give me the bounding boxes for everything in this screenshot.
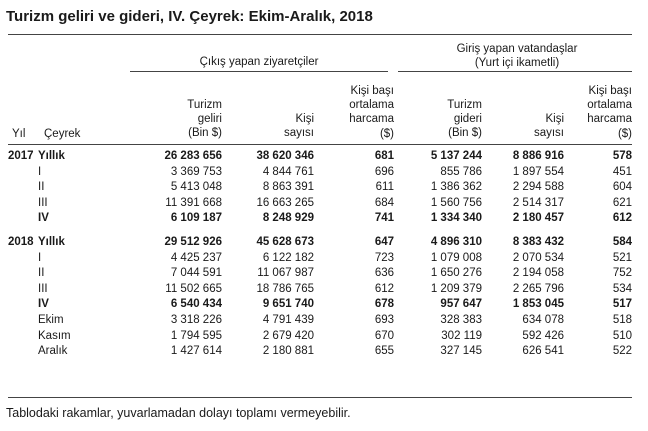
cell-income: 3 369 753 bbox=[170, 165, 222, 178]
header-expense bbox=[447, 98, 482, 141]
row-spacer bbox=[8, 227, 632, 235]
cell-visitors: 45 628 673 bbox=[256, 235, 314, 248]
cell-avg-spend: 741 bbox=[374, 212, 394, 225]
header-avg-spend-in-line: harcama bbox=[587, 113, 632, 126]
header-avg-spend-in bbox=[587, 84, 632, 141]
cell-avg-spend: 647 bbox=[374, 235, 394, 248]
cell-avg-spend-in: 621 bbox=[612, 196, 632, 209]
cell-avg-spend-in: 578 bbox=[612, 150, 632, 162]
cell-avg-spend-in: 517 bbox=[612, 298, 632, 311]
cell-avg-spend-in: 521 bbox=[612, 251, 632, 264]
header-quarter-label: Çeyrek bbox=[44, 128, 81, 140]
cell-expense: 957 647 bbox=[440, 298, 482, 311]
cell-visitors: 8 863 391 bbox=[262, 181, 314, 194]
table-row bbox=[8, 235, 632, 251]
cell-citizens: 2 294 588 bbox=[512, 181, 564, 194]
cell-income: 4 425 237 bbox=[170, 251, 222, 264]
cell-period: III bbox=[38, 196, 48, 209]
cell-visitors: 8 248 929 bbox=[262, 212, 314, 225]
cell-visitors: 38 620 346 bbox=[256, 150, 314, 162]
cell-avg-spend-in: 612 bbox=[612, 212, 632, 225]
header-avg-spend-line: ($) bbox=[379, 127, 394, 140]
cell-visitors: 2 180 881 bbox=[262, 345, 314, 358]
cell-period: Yıllık bbox=[38, 235, 65, 248]
header-income bbox=[187, 98, 222, 141]
header-visitors-line: sayısı bbox=[283, 127, 314, 140]
cell-income: 5 413 048 bbox=[170, 181, 222, 194]
data-table bbox=[8, 149, 632, 360]
cell-avg-spend-in: 604 bbox=[612, 181, 632, 194]
cell-avg-spend-in: 522 bbox=[612, 345, 632, 358]
table-row bbox=[8, 344, 632, 360]
cell-expense: 1 386 362 bbox=[430, 181, 482, 194]
top-rule bbox=[8, 34, 632, 35]
header-expense-line: Turizm bbox=[447, 99, 482, 111]
cell-year bbox=[8, 165, 38, 181]
cell-citizens: 8 886 916 bbox=[512, 150, 564, 162]
table-row bbox=[8, 251, 632, 267]
cell-year: 2017 bbox=[8, 150, 34, 162]
group-header-outbound: Çıkış yapan ziyaretçiler bbox=[199, 56, 319, 68]
cell-citizens: 2 265 796 bbox=[512, 282, 564, 295]
cell-avg-spend: 670 bbox=[374, 329, 394, 342]
cell-citizens: 626 541 bbox=[522, 345, 564, 358]
cell-visitors: 6 122 182 bbox=[262, 251, 314, 264]
cell-visitors: 4 844 761 bbox=[262, 165, 314, 178]
table-row bbox=[8, 196, 632, 212]
cell-avg-spend: 681 bbox=[374, 150, 394, 162]
cell-year bbox=[8, 180, 38, 196]
cell-income: 3 318 226 bbox=[170, 313, 222, 326]
cell-income: 7 044 591 bbox=[170, 267, 222, 280]
cell-visitors: 11 067 987 bbox=[257, 267, 314, 280]
cell-visitors: 9 651 740 bbox=[262, 298, 314, 311]
cell-avg-spend: 696 bbox=[374, 165, 394, 178]
cell-visitors: 4 791 439 bbox=[262, 313, 314, 326]
cell-visitors: 16 663 265 bbox=[256, 196, 314, 209]
header-citizens-line: Kişi bbox=[545, 113, 564, 125]
cell-citizens: 2 180 457 bbox=[512, 212, 564, 225]
cell-year bbox=[8, 211, 38, 227]
cell-year bbox=[8, 196, 38, 212]
cell-avg-spend-in: 518 bbox=[612, 313, 632, 326]
cell-income: 26 283 656 bbox=[164, 150, 222, 162]
cell-citizens: 1 897 554 bbox=[512, 165, 564, 178]
cell-avg-spend: 684 bbox=[374, 196, 394, 209]
cell-expense: 1 560 756 bbox=[430, 196, 482, 209]
cell-expense: 327 145 bbox=[440, 345, 482, 358]
cell-expense: 1 079 008 bbox=[430, 251, 482, 264]
table-row bbox=[8, 297, 632, 313]
cell-period: Ekim bbox=[38, 313, 64, 326]
cell-avg-spend-in: 534 bbox=[612, 282, 632, 295]
header-expense-line: gideri bbox=[453, 113, 482, 126]
row-spacer-cell bbox=[8, 227, 632, 235]
header-avg-spend bbox=[349, 84, 394, 141]
cell-expense: 4 896 310 bbox=[430, 235, 482, 248]
cell-period: I bbox=[38, 165, 42, 178]
cell-period: II bbox=[38, 267, 45, 280]
header-income-line: Turizm bbox=[187, 99, 222, 111]
cell-period: I bbox=[38, 251, 42, 264]
cell-expense: 855 786 bbox=[440, 165, 482, 178]
header-avg-spend-in-line: ($) bbox=[617, 127, 632, 140]
cell-citizens: 592 426 bbox=[522, 329, 564, 342]
table-row bbox=[8, 180, 632, 196]
cell-year bbox=[8, 251, 38, 267]
group-header-inbound-line1: Giriş yapan vatandaşlar bbox=[456, 43, 578, 55]
header-visitors-line: Kişi bbox=[295, 113, 314, 125]
cell-year bbox=[8, 329, 38, 345]
cell-avg-spend-in: 752 bbox=[612, 267, 632, 280]
data-table-body bbox=[8, 149, 632, 360]
header-avg-spend-line: Kişi başı bbox=[350, 85, 394, 97]
table-row bbox=[8, 313, 632, 329]
group-rule-outbound bbox=[130, 71, 388, 72]
table-row bbox=[8, 282, 632, 298]
header-avg-spend-in-line: ortalama bbox=[587, 99, 632, 112]
cell-avg-spend: 693 bbox=[374, 313, 394, 326]
cell-income: 6 540 434 bbox=[170, 298, 222, 311]
header-expense-line: (Bin $) bbox=[448, 127, 482, 140]
cell-avg-spend: 723 bbox=[374, 251, 394, 264]
cell-visitors: 18 786 765 bbox=[256, 282, 314, 295]
cell-citizens: 8 383 432 bbox=[512, 235, 564, 248]
cell-income: 6 109 187 bbox=[170, 212, 222, 225]
cell-visitors: 2 679 420 bbox=[262, 329, 314, 342]
cell-period: Aralık bbox=[38, 345, 68, 358]
cell-avg-spend: 655 bbox=[374, 345, 394, 358]
cell-expense: 1 334 340 bbox=[430, 212, 482, 225]
cell-period: II bbox=[38, 181, 45, 194]
cell-citizens: 1 853 045 bbox=[512, 298, 564, 311]
cell-period: Kasım bbox=[38, 329, 71, 342]
header-year-label: Yıl bbox=[12, 128, 26, 140]
cell-avg-spend: 611 bbox=[375, 181, 394, 194]
cell-expense: 328 383 bbox=[440, 313, 482, 326]
cell-income: 29 512 926 bbox=[164, 235, 222, 248]
header-avg-spend-in-line: Kişi başı bbox=[588, 85, 632, 97]
table-row bbox=[8, 149, 632, 165]
table-title: Turizm geliri ve gideri, IV. Çeyrek: Ekim-Aralık, 2018 bbox=[6, 8, 373, 25]
header-avg-spend-line: ortalama bbox=[349, 99, 394, 112]
table-row bbox=[8, 165, 632, 181]
cell-expense: 302 119 bbox=[441, 329, 482, 342]
cell-avg-spend: 636 bbox=[374, 267, 394, 280]
header-income-line: (Bin $) bbox=[188, 127, 222, 140]
header-rule bbox=[8, 144, 632, 145]
header-avg-spend-line: harcama bbox=[349, 113, 394, 126]
group-header-inbound-line2: (Yurt içi ikametli) bbox=[474, 57, 560, 69]
bottom-rule bbox=[8, 397, 632, 398]
header-citizens-line: sayısı bbox=[533, 127, 564, 140]
cell-avg-spend-in: 451 bbox=[612, 165, 632, 178]
cell-year bbox=[8, 344, 38, 360]
footnote: Tablodaki rakamlar, yuvarlamadan dolayı toplamı vermeyebilir. bbox=[6, 406, 351, 420]
cell-year bbox=[8, 282, 38, 298]
cell-avg-spend-in: 584 bbox=[612, 235, 632, 248]
header-visitors bbox=[284, 112, 314, 140]
cell-period: IV bbox=[38, 212, 49, 225]
cell-citizens: 2 194 058 bbox=[512, 267, 564, 280]
cell-avg-spend-in: 510 bbox=[612, 329, 632, 342]
cell-period: III bbox=[38, 282, 48, 295]
header-year bbox=[12, 127, 25, 141]
cell-expense: 1 650 276 bbox=[430, 267, 482, 280]
cell-income: 1 427 614 bbox=[170, 345, 222, 358]
cell-year: 2018 bbox=[8, 235, 34, 248]
cell-avg-spend: 612 bbox=[374, 282, 394, 295]
cell-year bbox=[8, 297, 38, 313]
cell-expense: 5 137 244 bbox=[430, 150, 482, 162]
cell-year bbox=[8, 266, 38, 282]
cell-income: 11 391 668 bbox=[165, 196, 222, 209]
cell-period: IV bbox=[38, 298, 49, 311]
cell-citizens: 634 078 bbox=[522, 313, 564, 326]
cell-citizens: 2 070 534 bbox=[512, 251, 564, 264]
cell-income: 11 502 665 bbox=[165, 282, 222, 295]
cell-year bbox=[8, 313, 38, 329]
cell-citizens: 2 514 317 bbox=[512, 196, 564, 209]
header-income-line: geliri bbox=[197, 113, 222, 126]
cell-avg-spend: 678 bbox=[374, 298, 394, 311]
group-rule-inbound bbox=[398, 71, 632, 72]
header-citizens bbox=[534, 112, 564, 140]
table-row bbox=[8, 329, 632, 345]
cell-income: 1 794 595 bbox=[170, 329, 222, 342]
cell-period: Yıllık bbox=[38, 150, 65, 162]
table-row bbox=[8, 211, 632, 227]
table-row bbox=[8, 266, 632, 282]
header-quarter bbox=[44, 127, 80, 141]
cell-expense: 1 209 379 bbox=[430, 282, 482, 295]
group-header-inbound bbox=[398, 42, 636, 70]
